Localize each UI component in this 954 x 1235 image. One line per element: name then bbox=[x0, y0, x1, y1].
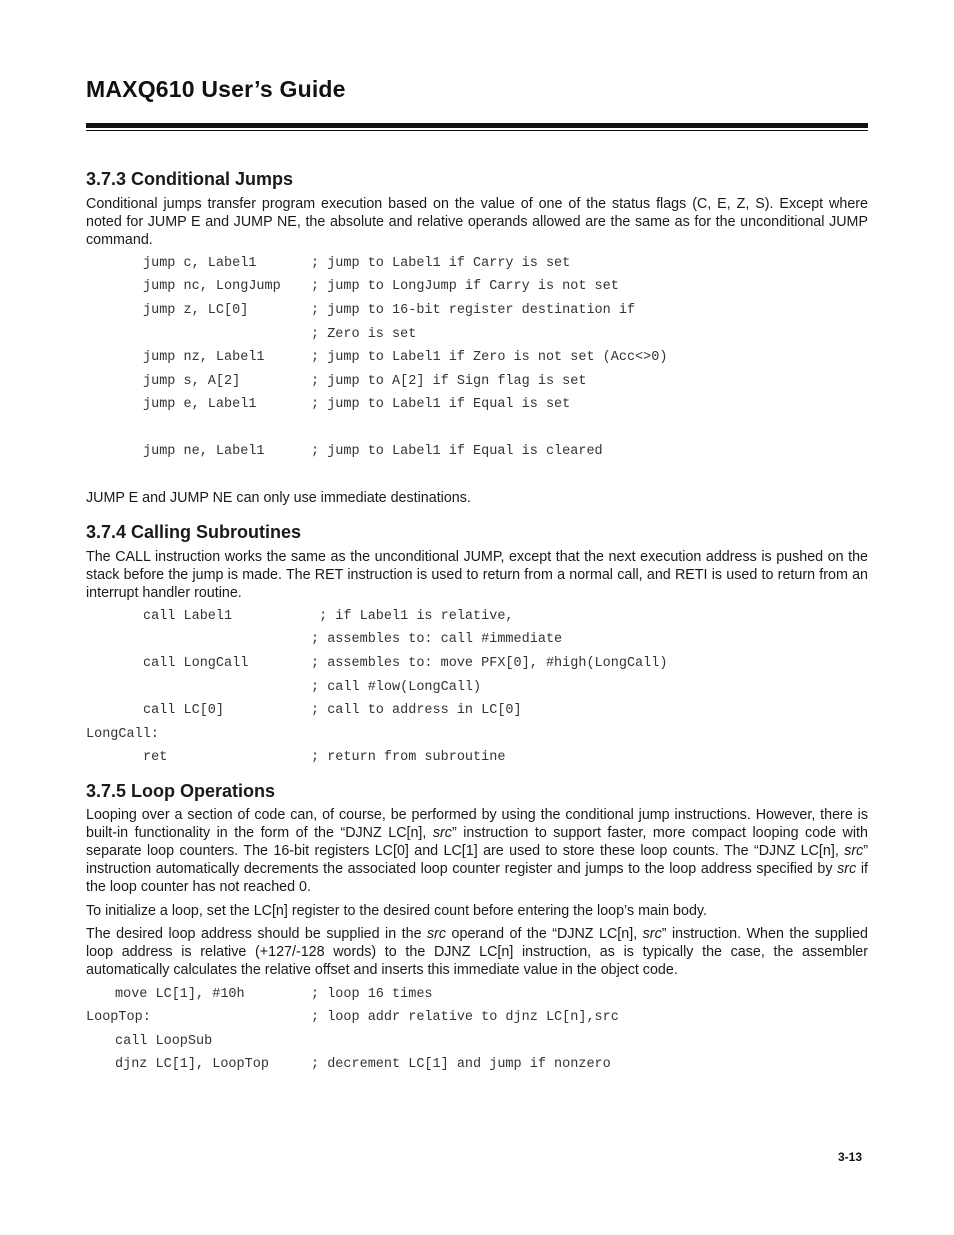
page-title: MAXQ610 User’s Guide bbox=[86, 76, 346, 102]
code-comment: ; jump to LongJump if Carry is not set bbox=[311, 279, 619, 294]
paragraph-calling-subroutines: The CALL instruction works the same as the unconditional JUMP, except that the next execution address is pushed on the stack before the jump is made. The RET instruction is used to return from a normal call, and RETI is used to return from an interrupt handler routine. bbox=[86, 549, 868, 601]
paragraph-conditional-jumps: Conditional jumps transfer program execution based on the value of one of the status flags (C, E, Z, S). Except where noted for JUMP E and JUMP NE, the absolute and relative operands allowed are the same as for the unconditional JUMP command. bbox=[86, 196, 868, 248]
code-instruction: ret bbox=[143, 750, 168, 765]
section-heading-calling-subroutines: 3.7.4 Calling Subroutines bbox=[86, 522, 302, 542]
code-instruction: call LC[0] bbox=[143, 703, 225, 718]
code-instruction: jump c, Label1 bbox=[143, 256, 257, 271]
paragraph-loop-address: The desired loop address should be supplied in the src operand of the “DJNZ LC[n], src” instruction. When the supplied loop address is relative (+127/-128 words) to the DJNZ LC[n] instruction, as is typically the case, the assembler automatically calculates the relative offset and inserts this immediate value in the object code. bbox=[86, 926, 868, 978]
code-comment: ; jump to Label1 if Zero is not set (Acc<>0) bbox=[311, 350, 668, 365]
header-rule-thick bbox=[86, 123, 868, 128]
code-comment: ; jump to Label1 if Carry is set bbox=[311, 256, 571, 271]
code-comment: ; jump to Label1 if Equal is cleared bbox=[311, 444, 603, 459]
code-comment: ; jump to A[2] if Sign flag is set bbox=[311, 374, 587, 389]
code-comment: ; return from subroutine bbox=[311, 750, 506, 765]
paragraph-jump-note: JUMP E and JUMP NE can only use immediate destinations. bbox=[86, 490, 471, 506]
code-instruction: jump s, A[2] bbox=[143, 374, 241, 389]
code-instruction: move LC[1], #10h bbox=[115, 987, 245, 1002]
code-instruction: djnz LC[1], LoopTop bbox=[115, 1057, 269, 1072]
code-instruction: call LongCall bbox=[143, 656, 249, 671]
code-comment: ; assembles to: call #immediate bbox=[311, 632, 563, 647]
code-instruction: call LoopSub bbox=[115, 1034, 213, 1049]
code-label: LoopTop: bbox=[86, 1010, 151, 1025]
code-comment: ; jump to Label1 if Equal is set bbox=[311, 397, 571, 412]
code-instruction: jump z, LC[0] bbox=[143, 303, 249, 318]
code-comment: ; jump to 16-bit register destination if bbox=[311, 303, 636, 318]
page-number: 3-13 bbox=[838, 1150, 863, 1164]
paragraph-loop-operations: Looping over a section of code can, of course, be performed by using the conditional jump instructions. However, there is built-in functionality in the form of the “DJNZ LC[n], src” instruction to support faster, more compact looping code with separate loop counters. The 16-bit registers LC[0] and LC[1] are used to store these loop counts. The “DJNZ LC[n], src” instruction automatically decrements the associated loop counter register and jumps to the loop address specified by src if the loop counter has not reached 0. bbox=[86, 807, 868, 895]
code-instruction: jump ne, Label1 bbox=[143, 444, 265, 459]
code-comment: ; loop 16 times bbox=[311, 987, 433, 1002]
section-heading-conditional-jumps: 3.7.3 Conditional Jumps bbox=[86, 169, 294, 189]
code-comment: ; decrement LC[1] and jump if nonzero bbox=[311, 1057, 611, 1072]
code-instruction: jump nc, LongJump bbox=[143, 279, 281, 294]
section-heading-loop-operations: 3.7.5 Loop Operations bbox=[86, 781, 276, 801]
code-comment: ; assembles to: move PFX[0], #high(LongCall) bbox=[311, 656, 668, 671]
code-comment: ; if Label1 is relative, bbox=[311, 609, 514, 624]
code-comment: ; Zero is set bbox=[311, 327, 417, 342]
code-comment: ; call #low(LongCall) bbox=[311, 680, 482, 695]
code-comment: ; call to address in LC[0] bbox=[311, 703, 522, 718]
code-label: LongCall: bbox=[86, 727, 159, 742]
code-instruction: jump nz, Label1 bbox=[143, 350, 265, 365]
code-comment: ; loop addr relative to djnz LC[n],src bbox=[311, 1010, 619, 1025]
paragraph-loop-initialize: To initialize a loop, set the LC[n] register to the desired count before entering the loop’s main body. bbox=[86, 903, 707, 919]
header-rule-thin bbox=[86, 130, 868, 131]
code-instruction: call Label1 bbox=[143, 609, 233, 624]
code-instruction: jump e, Label1 bbox=[143, 397, 257, 412]
